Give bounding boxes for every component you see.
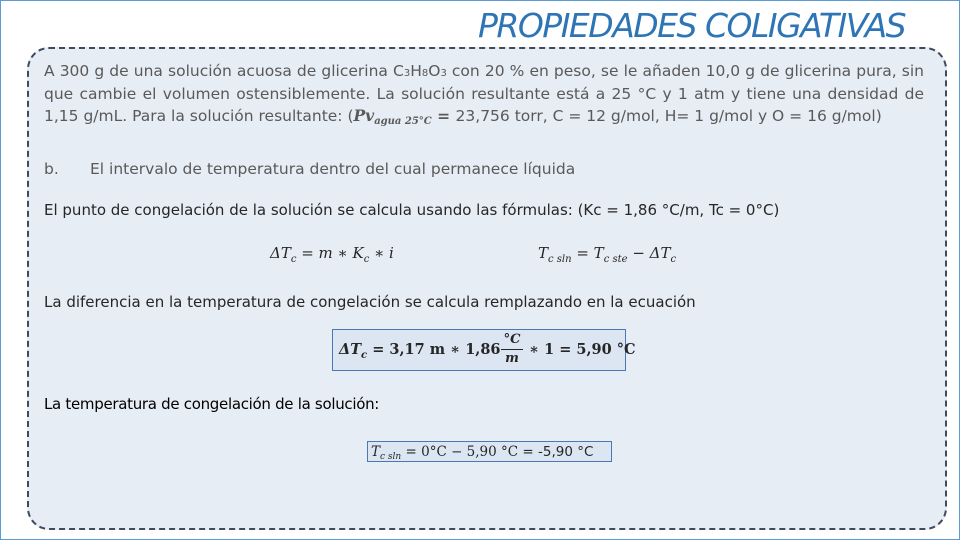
item-b-letter: b. xyxy=(44,160,59,178)
equals-sign: = xyxy=(431,107,456,125)
formula-h: H xyxy=(410,62,422,80)
formula2-mid-sub: c ste xyxy=(603,254,628,265)
formula2-rhs: − ΔT xyxy=(627,244,671,262)
formula1-lhs-sub: c xyxy=(290,254,297,265)
delta-tc-calculation-box xyxy=(332,329,636,371)
problem-text-1: A 300 g de una solución acuosa de glicerina C xyxy=(44,62,404,80)
box1-part-b: ∗ 1 = 5,90 °C xyxy=(529,341,636,358)
box1-part-a: = 3,17 m ∗ 1,86 xyxy=(367,341,501,358)
vapor-pressure-symbol: Pv xyxy=(353,106,375,125)
problem-text-3: 23,756 torr, C = 12 g/mol, H= 1 g/mol y O = 16 g/mol) xyxy=(455,107,882,125)
box2-part-a: = 0°C − 5,90 °C xyxy=(401,444,519,460)
box2-part-b: = -5,90 °C xyxy=(518,444,594,460)
box1-frac-den: m xyxy=(505,351,519,366)
formula-tc-sln xyxy=(538,244,676,265)
tc-sln-result-box xyxy=(367,441,612,462)
problem-statement xyxy=(44,61,924,132)
formula2-lhs: T xyxy=(538,244,549,262)
formula2-rhs-sub: c xyxy=(670,254,677,265)
formula1-rhs-a: = m ∗ K xyxy=(296,244,364,262)
vapor-pressure-subscript: agua 25°C xyxy=(374,116,432,127)
box1-frac-num: °C xyxy=(503,332,521,347)
box1-lhs-sub: c xyxy=(361,350,368,361)
box2-lhs: T xyxy=(371,444,381,460)
problem-text-2: con 20 % en peso, se le añaden 10,0 g de glicerina pura, sin que cambie el volumen ostensiblemente. La solución resultante está a 25 °C y 1 atm y tiene una densidad de 1,15 g/mL. Para la solución resultante: ( xyxy=(44,62,924,125)
formula2-mid: = T xyxy=(571,244,604,262)
formula1-rhs-b: ∗ i xyxy=(369,244,394,262)
item-b-text: El intervalo de temperatura dentro del cual permanece líquida xyxy=(90,160,576,178)
formula1-rhs-sub: c xyxy=(363,254,370,265)
freezing-point-intro: El punto de congelación de la solución se calcula usando las fórmulas: (Kc = 1,86 °C/m, Tc = 0°C) xyxy=(44,201,780,219)
box1-fraction xyxy=(501,332,523,367)
formula-sub-c: 3 xyxy=(403,68,411,79)
item-b xyxy=(44,160,575,178)
formula-sub-o: 3 xyxy=(440,68,447,79)
box1-lhs: ΔT xyxy=(339,341,362,358)
formula1-lhs: ΔT xyxy=(270,244,291,262)
box2-lhs-sub: c sln xyxy=(380,452,402,462)
formula-delta-tc xyxy=(270,244,394,265)
box1-lhs-group xyxy=(339,341,501,361)
formula2-lhs-sub: c sln xyxy=(548,254,572,265)
fraction-bar xyxy=(501,349,523,350)
slide-title: PROPIEDADES COLIGATIVAS xyxy=(478,6,906,45)
freezing-temperature-heading: La temperatura de congelación de la solución: xyxy=(44,395,380,413)
formula-o: O xyxy=(428,62,441,80)
difference-intro: La diferencia en la temperatura de congelación se calcula remplazando en la ecuación xyxy=(44,293,696,311)
formula-sub-h: 8 xyxy=(421,68,429,79)
